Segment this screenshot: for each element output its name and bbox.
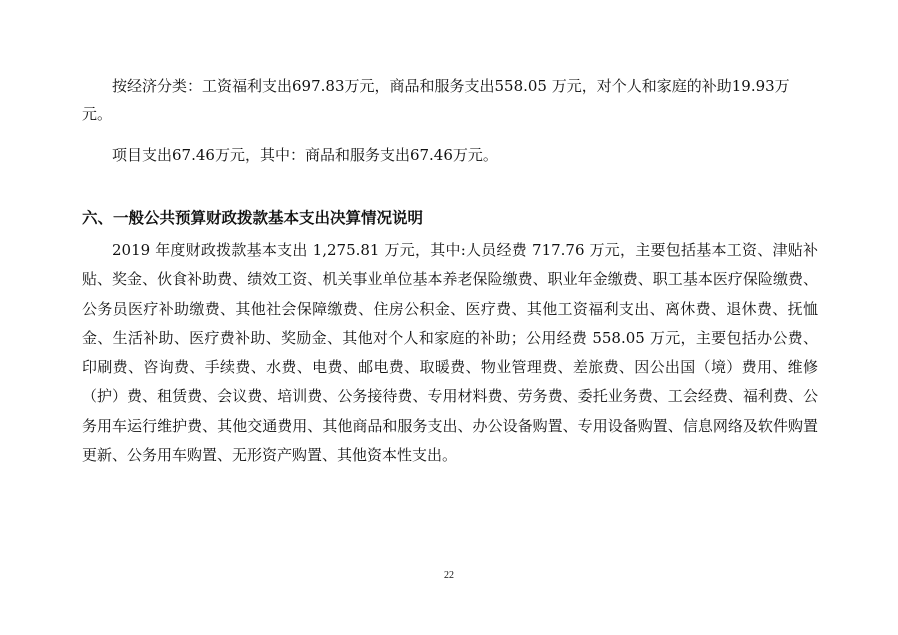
project-expenditure-paragraph: 项目支出67.46万元，其中：商品和服务支出67.46万元。: [112, 146, 498, 164]
page-number: 22: [444, 570, 454, 581]
section-six-heading: 六、一般公共预算财政拨款基本支出决算情况说明: [82, 209, 424, 227]
section-six-body-paragraph: 2019 年度财政拨款基本支出 1,275.81 万元，其中:人员经费 717.76 万元，主要包括基本工资、津贴补贴、奖金、伙食补助费、绩效工资、机关事业单位基本养老保险缴费、职业年金缴费、职工基本医疗保险缴费、公务员医疗补助缴费、其他社会保障缴费、住房公积金、医疗费、其他工资福利支出、离休费、退休费、抚恤金、生活补助、医疗费补助、奖励金、其他对个人和家庭的补助；公用经费 558.05 万元，主要包括办公费、印刷费、咨询费、手续费、水费、电费、邮电费、取暖费、物业管理费、差旅费、因公出国（境）费用、维修（护）费、租赁费、会议费、培训费、公务接待费、专用材料费、劳务费、委托业务费、工会经费、福利费、公务用车运行维护费、其他交通费用、其他商品和服务支出、办公设备购置、专用设备购置、信息网络及软件购置更新、公务用车购置、无形资产购置、其他资本性支出。: [82, 241, 818, 465]
economic-classification-paragraph: 按经济分类：工资福利支出697.83万元，商品和服务支出558.05 万元，对个人和家庭的补助19.93万元。: [82, 77, 790, 123]
